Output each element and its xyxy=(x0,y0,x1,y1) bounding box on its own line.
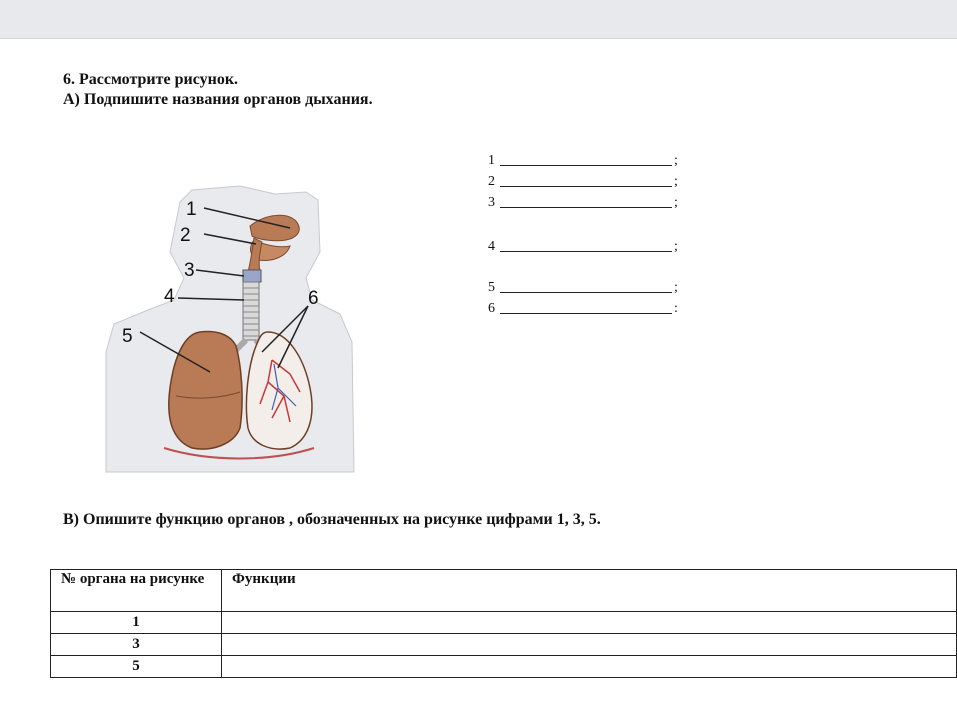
answer-number: 3 xyxy=(488,195,495,210)
organ-number-cell: 1 xyxy=(51,612,222,634)
trachea xyxy=(243,282,259,340)
answer-number: 5 xyxy=(488,280,495,295)
table-row xyxy=(51,612,957,634)
header-functions: Функции xyxy=(222,570,957,612)
answer-blank-line[interactable] xyxy=(500,279,672,293)
answer-number: 1 xyxy=(488,153,495,168)
answer-row-2: 2 ; xyxy=(488,174,678,189)
function-cell[interactable] xyxy=(222,656,957,678)
table-header-row xyxy=(51,570,957,612)
answer-number: 2 xyxy=(488,174,495,189)
answer-row-6: 6 : xyxy=(488,301,678,316)
answer-row-5: 5 ; xyxy=(488,280,678,295)
figure-label-1: 1 xyxy=(186,199,197,220)
table-row xyxy=(51,634,957,656)
function-cell[interactable] xyxy=(222,612,957,634)
answer-row-3: 3 ; xyxy=(488,195,678,210)
table-row xyxy=(51,656,957,678)
question-title: 6. Рассмотрите рисунок. xyxy=(63,71,239,88)
answer-number: 4 xyxy=(488,239,495,254)
answer-number: 6 xyxy=(488,301,495,316)
question-part-a: А) Подпишите названия органов дыхания. xyxy=(63,91,373,108)
larynx xyxy=(243,270,261,282)
header-organ-number: № органа на рисунке xyxy=(51,570,222,612)
figure-label-4: 4 xyxy=(164,286,175,307)
functions-table xyxy=(50,569,957,678)
function-cell[interactable] xyxy=(222,634,957,656)
answer-row-4: 4 ; xyxy=(488,239,678,254)
answer-blanks xyxy=(488,152,688,322)
respiratory-system-figure xyxy=(100,182,362,474)
organ-number-cell: 5 xyxy=(51,656,222,678)
figure-label-2: 2 xyxy=(180,225,191,246)
question-part-b: В) Опишите функцию органов , обозначенных на рисунке цифрами 1, 3, 5. xyxy=(63,511,601,528)
answer-blank-line[interactable] xyxy=(500,173,672,187)
figure-label-6: 6 xyxy=(308,288,319,309)
figure-label-5: 5 xyxy=(122,326,133,347)
answer-row-1: 1 ; xyxy=(488,153,678,168)
answer-blank-line[interactable] xyxy=(500,194,672,208)
answer-blank-line[interactable] xyxy=(500,238,672,252)
figure-label-3: 3 xyxy=(184,260,195,281)
answer-blank-line[interactable] xyxy=(500,300,672,314)
answer-blank-line[interactable] xyxy=(500,152,672,166)
viewer-top-bar xyxy=(0,0,957,39)
organ-number-cell: 3 xyxy=(51,634,222,656)
